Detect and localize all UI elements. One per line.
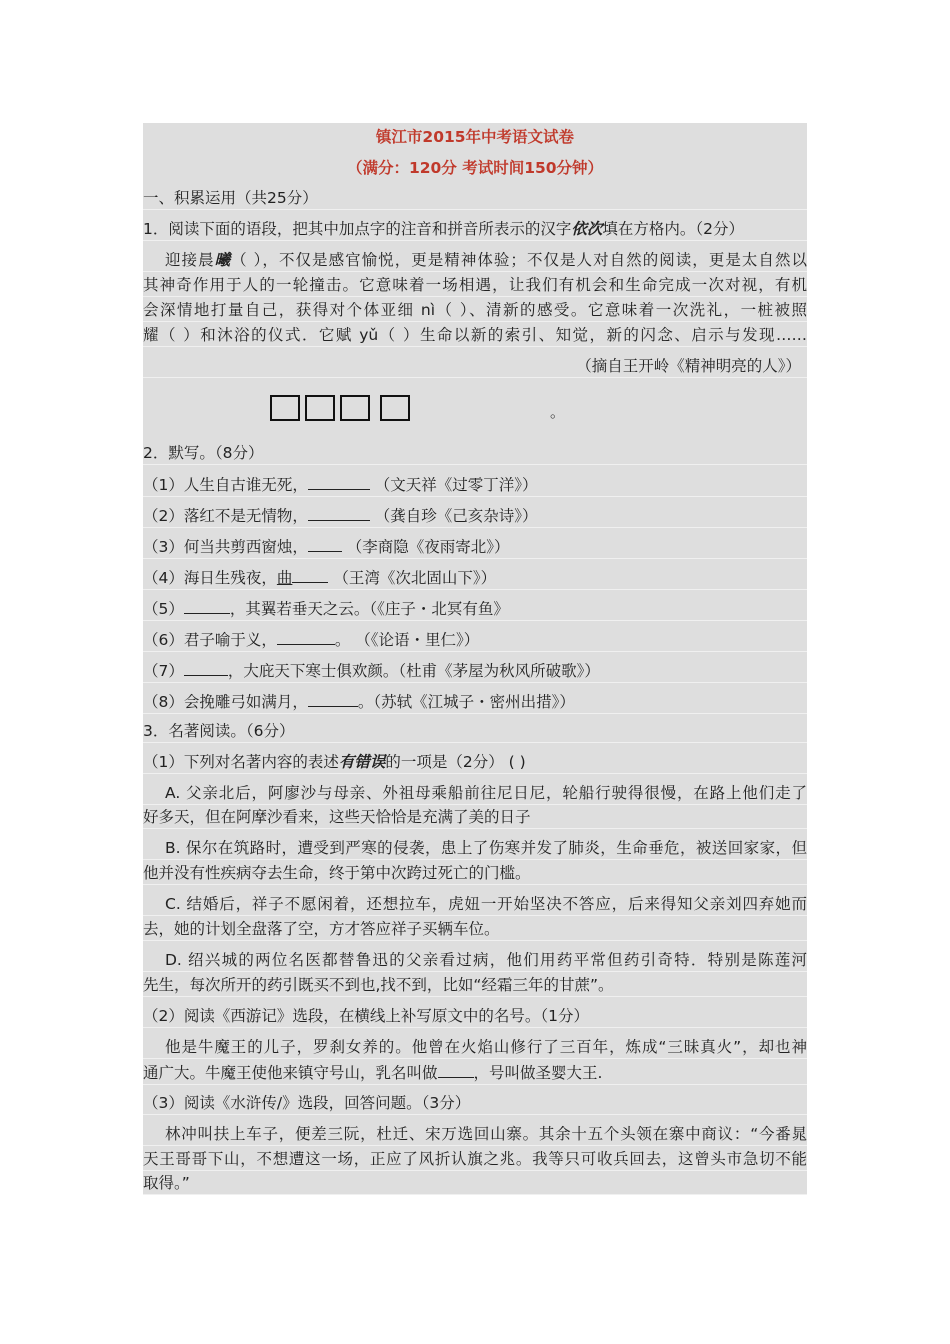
q3-sub1-a: （1）下列对名著内容的表述 <box>143 753 339 771</box>
q2-item-source: （文天祥《过零丁洋》） <box>369 476 538 494</box>
q2-item-source: ，其翼若垂天之云。（《庄子・北冥有鱼》 <box>229 600 509 618</box>
q1-heading-b: 填在方格内。（2分） <box>602 220 745 238</box>
option-b-line: 他并没有性疾病夺去生命，终于第中次跨过死亡的门槛。 <box>143 862 807 885</box>
q2-item-source: （龚自珍《己亥杂诗》） <box>369 507 538 525</box>
q3-sub2-passage: 他是牛魔王的儿子，罗刹女养的。他曾在火焰山修行了三百年，炼成“三昧真火”，却也神 <box>143 1036 807 1059</box>
q2-item-text: （1）人生自古谁无死， <box>143 476 308 494</box>
exam-subtitle: （满分：120分 考试时间150分钟） <box>346 159 604 177</box>
q2-item-source: （王湾《次北固山下》） <box>328 569 497 587</box>
q1-heading-emph: 依次 <box>571 220 603 238</box>
option-a-line: A. 父亲北后，阿廖沙与母亲、外祖母乘船前往尼日尼，轮船行驶得很慢，在路上他们走了 <box>143 782 807 805</box>
answer-blank[interactable] <box>184 659 228 676</box>
q3-sub2-heading: （2）阅读《西游记》选段，在横线上补写原文中的名号。（1分） <box>143 1005 807 1028</box>
q2-item <box>143 504 807 528</box>
q2-item-text: （7） <box>143 662 184 680</box>
q3-sub1-heading <box>143 751 807 774</box>
q3-sub3-passage: 天王哥哥下山，不想遭这一场，正应了风折认旗之兆。我等只可收兵回去，这曾头市急切不能 <box>143 1148 807 1171</box>
q2-item-text: （6）君子喻于义， <box>143 631 277 649</box>
q1-source: （摘自王开岭《精神明亮的人》） <box>143 355 807 378</box>
q2-item-source: 。（苏轼《江城子・密州出措》） <box>357 693 575 711</box>
answer-box[interactable] <box>305 395 335 421</box>
q1-heading-a: 1．阅读下面的语段，把其中加点字的注音和拼音所表示的汉字 <box>143 220 572 238</box>
answer-blank[interactable] <box>308 473 370 490</box>
q1-passage-line: 会深情地打量自己，获得对个体亚细 nì（ ）、清新的感受。它意味着一次洗礼，一桩被照 <box>143 299 807 322</box>
exam-title: 镇江市2015年中考语文试卷 <box>375 128 575 146</box>
answer-blank[interactable] <box>184 597 230 614</box>
q1-passage-line <box>143 249 807 272</box>
q3-sub2-text: 通广大。牛魔王使他来镇守号山，乳名叫做 <box>143 1064 438 1082</box>
q2-item-text: （4）海日生残夜， <box>143 569 277 587</box>
answer-blank[interactable] <box>308 690 358 707</box>
option-b-line: B. 保尔在筑路时，遭受到严寒的侵袭，患上了伤寒并发了肺炎，生命垂危，被送回家家，但 <box>143 837 807 860</box>
q2-item <box>143 659 807 683</box>
q2-item-text: （5） <box>143 600 184 618</box>
q3-heading: 3．名著阅读。（6分） <box>143 720 807 743</box>
q3-sub1-emph: 有错误 <box>338 753 386 771</box>
q2-item-text: （3）何当共剪西窗烛， <box>143 538 308 556</box>
section-heading: 一、积累运用（共25分） <box>143 187 807 210</box>
q2-item-source: （李商隐《夜雨寄北》） <box>341 538 510 556</box>
q2-item-source: ，大庇天下寒士俱欢颜。（杜甫《茅屋为秋风所破歌》） <box>227 662 600 680</box>
q3-sub3-passage: 取得。” <box>143 1172 807 1195</box>
q2-item-text: （2）落红不是无情物， <box>143 507 308 525</box>
q2-item <box>143 597 807 621</box>
q1-heading <box>143 218 807 241</box>
q3-sub1-b: 的一项是（2分） ( ) <box>385 753 526 771</box>
q2-item-underlined: 曲 <box>276 569 293 587</box>
q2-item <box>143 628 807 652</box>
answer-blank[interactable] <box>438 1061 474 1078</box>
answer-blank[interactable] <box>308 535 342 552</box>
q3-sub2-passage <box>143 1061 807 1085</box>
q2-item-text: （8）会挽雕弓如满月， <box>143 693 308 711</box>
answer-blank[interactable] <box>292 566 328 583</box>
answer-box[interactable] <box>380 395 410 421</box>
q2-item <box>143 690 807 714</box>
option-d-line: D. 绍兴城的两位名医都替鲁迅的父亲看过病，他们用药平常但药引奇特．特别是陈莲河 <box>143 949 807 972</box>
q2-item <box>143 535 807 559</box>
q1-p1-b: （ ），不仅是感官愉悦，更是精神体验；不仅是人对自然的阅读，更是太自然以 <box>231 251 807 269</box>
q1-passage-line: 耀（ ）和沐浴的仪式．它赋 yǔ（ ）生命以新的索引、知觉，新的闪念、启示与发现…… <box>143 324 807 347</box>
option-c-line: C. 结婚后，祥子不愿闲着，还想拉车，虎妞一开始坚决不答应，后来得知父亲刘四弃她而 <box>143 893 807 916</box>
q2-heading: 2．默写。（8分） <box>143 442 807 465</box>
q3-sub3-passage: 林冲叫扶上车子，便差三阮，杜迁、宋万选回山寨。其余十五个头领在寨中商议：“今番晁 <box>143 1123 807 1146</box>
q1-p1-emph: 曦 <box>214 251 232 269</box>
q2-item-source: 。 （《论语・里仁》） <box>334 631 480 649</box>
answer-blank[interactable] <box>277 628 335 645</box>
option-a-line: 好多天，但在阿摩沙看来，这些天恰恰是充满了美的日子 <box>143 806 807 829</box>
q2-item <box>143 566 807 590</box>
q3-sub3-heading: （3）阅读《水浒传/》选段，回答问题。（3分） <box>143 1092 807 1115</box>
option-c-line: 去，她的计划全盘落了空，方才答应祥子买辆车位。 <box>143 918 807 941</box>
q3-sub2-text: ，号叫做圣婴大王. <box>473 1064 603 1082</box>
answer-box-period: 。 <box>550 403 566 421</box>
answer-box[interactable] <box>270 395 300 421</box>
q2-item <box>143 473 807 497</box>
option-d-line: 先生，每次所开的药引既买不到也,找不到，比如“经霜三年的甘蔗”。 <box>143 974 807 997</box>
exam-page <box>143 123 807 1194</box>
answer-blank[interactable] <box>308 504 370 521</box>
q1-passage-line: 其神奇作用于人的一轮撞击。它意味着一场相遇，让我们有机会和生命完成一次对视，有机 <box>143 274 807 297</box>
answer-box[interactable] <box>340 395 370 421</box>
q1-p1-a: 迎接晨 <box>165 251 215 269</box>
